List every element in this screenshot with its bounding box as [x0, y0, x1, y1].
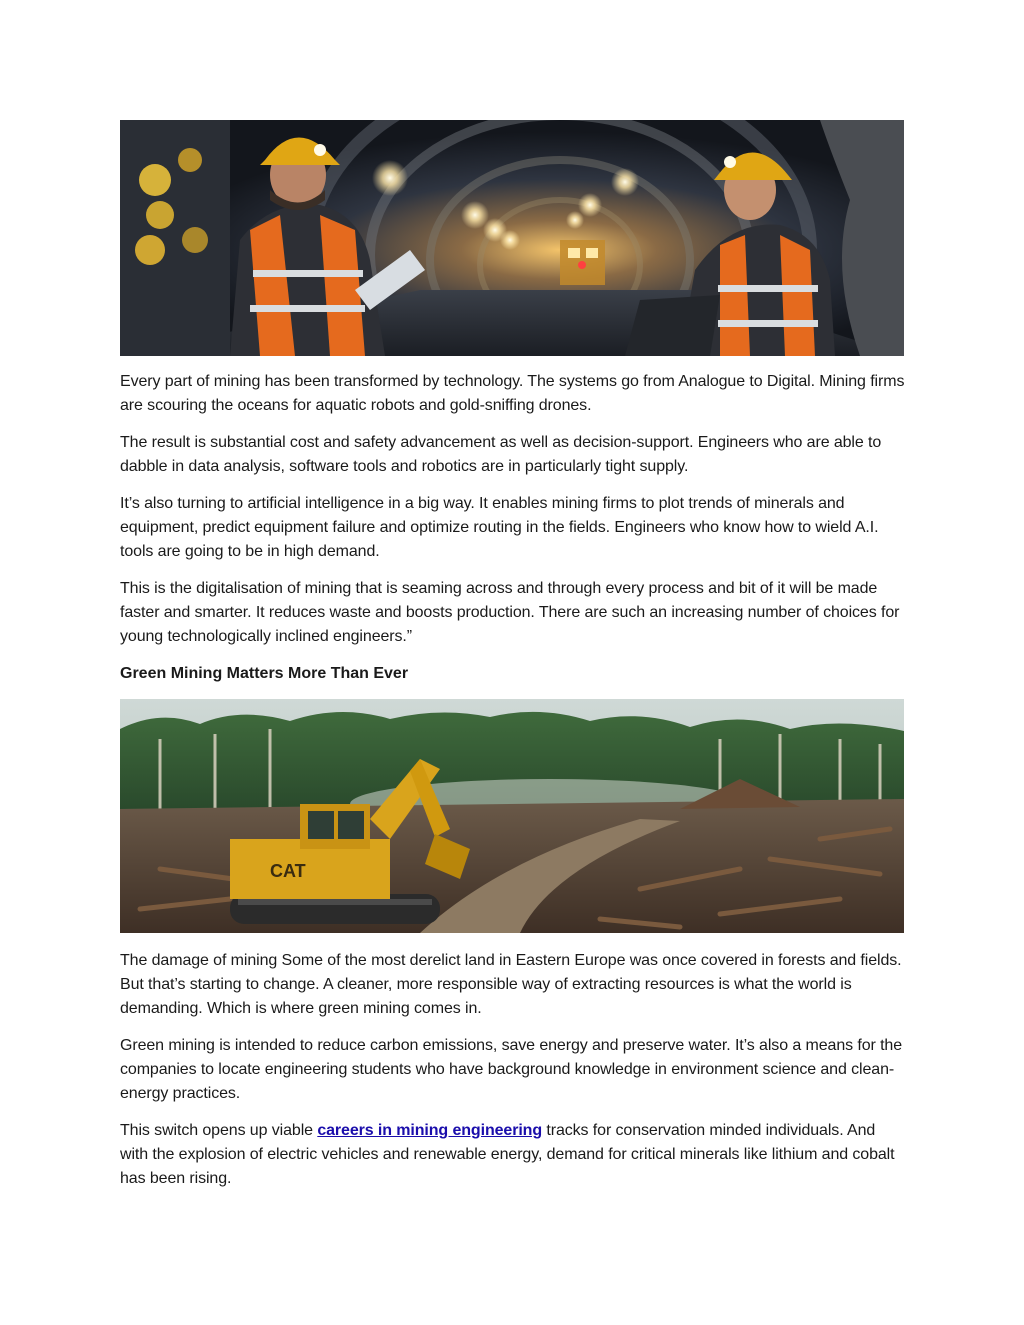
section-heading: Green Mining Matters More Than Ever [120, 665, 409, 682]
document-page [120, 120, 905, 1204]
paragraph-text-before-link: This switch opens up viable [120, 1122, 318, 1139]
paragraph: The damage of mining Some of the most derelict land in Eastern Europe was once covered in forests and fields. But that’s starting to change. A cleaner, more responsible way of extracting resources is what the world is demanding. Which is where green mining comes in. [120, 952, 902, 1017]
paragraph-text-after-link: tracks for conservation minded individuals. And with the explosion of electric vehicles and renewable energy, demand for critical minerals like lithium and cobalt has been rising. [120, 1122, 895, 1187]
paragraph-with-link [120, 1119, 905, 1191]
paragraph: It’s also turning to artificial intelligence in a big way. It enables mining firms to plot trends of minerals and equipment, predict equipment failure and optimize routing in the fields. Engineers who know how to wield A.I. tools are going to be in high demand. [120, 495, 879, 560]
paragraph: The result is substantial cost and safety advancement as well as decision-support. Engineers who are able to dabble in data analysis, software tools and robotics are in particularly tight supply. [120, 434, 882, 475]
paragraph: Green mining is intended to reduce carbon emissions, save energy and preserve water. It’s also a means for the companies to locate engineering students who have background knowledge in environment science and clean-energy practices. [120, 1037, 903, 1102]
paragraph: Every part of mining has been transformed by technology. The systems go from Analogue to Digital. Mining firms are scouring the oceans for aquatic robots and gold-sniffing drones. [120, 373, 905, 414]
paragraph: This is the digitalisation of mining that is seaming across and through every process and bit of it will be made faster and smarter. It reduces waste and boosts production. There are such an increasing number of choices for young technologically inclined engineers.” [120, 580, 900, 645]
mining-tunnel-photo [120, 120, 904, 356]
careers-in-mining-engineering-link[interactable]: careers in mining engineering [317, 1122, 543, 1139]
excavator-logo: CAT [270, 861, 306, 881]
deforestation-excavator-photo [120, 699, 904, 933]
